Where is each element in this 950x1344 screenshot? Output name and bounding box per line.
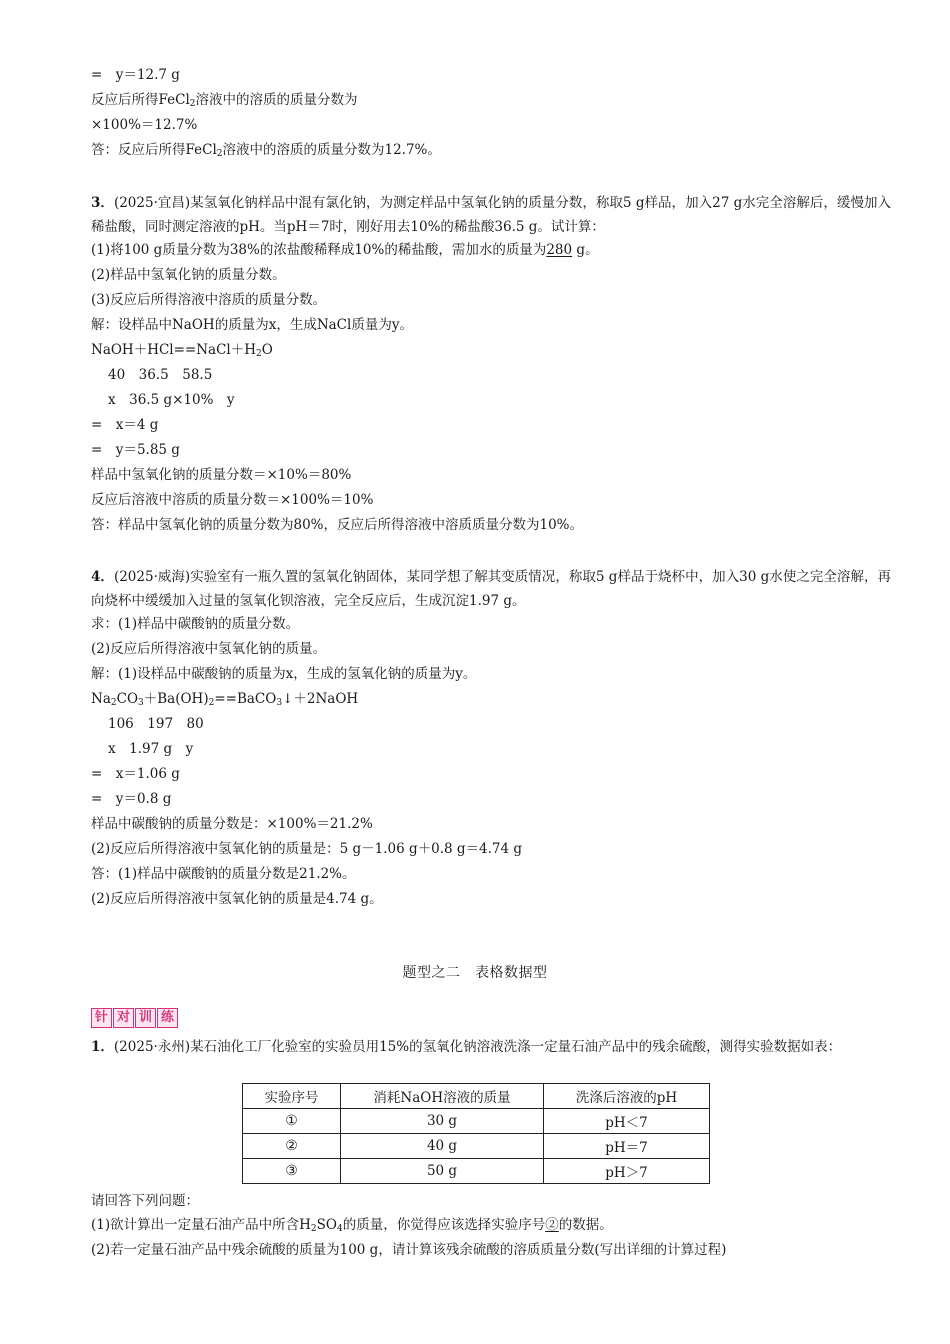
q3-quantities: x 36.5 g×10% y xyxy=(108,392,235,408)
section-title: 题型之二 表格数据型 xyxy=(402,965,548,981)
table-cell: 30 g xyxy=(341,1109,544,1134)
t1-number: 1． xyxy=(91,1039,114,1055)
table-header: 消耗NaOH溶液的质量 xyxy=(341,1084,544,1109)
q4-stem: 4．(2025·威海)实验室有一瓶久置的氢氧化钠固体，某同学想了解其变质情况，称取5 g样品于烧杯中，加入30 g水使之完全溶解，再向烧杯中缓缓加入过量的氢氧化钡溶液，完全反应后，生成沉淀1.97 g。 xyxy=(91,569,891,609)
q3-number: 3． xyxy=(91,195,114,211)
q3-answer: 答：样品中氢氧化钠的质量分数为80%，反应后所得溶液中溶质质量分数为10%。 xyxy=(91,517,584,533)
block1-answer: 答：反应后所得FeCl$_2$溶液中的溶质的质量分数为12.7%。 xyxy=(91,142,441,159)
t1-part1-answer: ② xyxy=(545,1217,559,1233)
q4-requirement-1: 求：(1)样品中碳酸钠的质量分数。 xyxy=(91,616,300,632)
q4-molar-masses: 106 197 80 xyxy=(108,716,204,732)
badge-char-3: 训 xyxy=(135,1008,156,1028)
q4-na2co3-fraction: 样品中碳酸钠的质量分数是：×100%＝21.2% xyxy=(91,816,373,832)
q3-naoh-fraction: 样品中氢氧化钠的质量分数＝×10%＝80% xyxy=(91,467,352,483)
t1-part1: (1)欲计算出一定量石油产品中所含$H_2SO_4$的质量，你觉得应该选择实验序号②的数据。 xyxy=(91,1217,613,1234)
q3-result-x: = x＝4 g xyxy=(91,417,159,433)
table-cell: ② xyxy=(243,1134,341,1159)
table-row xyxy=(243,1134,710,1159)
q4-solution-intro: 解：(1)设样品中碳酸钠的质量为x，生成的氢氧化钠的质量为y。 xyxy=(91,666,477,682)
q3-equation: $NaOH+HCl==NaCl+H_2O$ xyxy=(91,342,273,359)
table-row xyxy=(243,1159,710,1184)
q3-solute-fraction: 反应后溶液中溶质的质量分数＝×100%＝10% xyxy=(91,492,374,508)
q3-molar-masses: 40 36.5 58.5 xyxy=(108,367,213,383)
table-cell: 40 g xyxy=(341,1134,544,1159)
q3-part1-answer: 280 xyxy=(546,242,573,258)
q3-part1: (1)将100 g质量分数为38%的浓盐酸稀释成10%的稀盐酸，需加水的质量为280 g。 xyxy=(91,242,599,258)
fecl2-fraction-label: 反应后所得FeCl$_2$溶液中的溶质的质量分数为 xyxy=(91,92,358,109)
q4-requirement-2: (2)反应后所得溶液中氢氧化钠的质量。 xyxy=(91,641,327,657)
t1-ask: 请回答下列问题： xyxy=(91,1193,199,1209)
result-line-y: = y＝12.7 g xyxy=(91,67,180,83)
q4-number: 4． xyxy=(91,569,114,585)
q4-naoh-mass: (2)反应后所得溶液中氢氧化钠的质量是：5 g－1.06 g＋0.8 g＝4.74 g xyxy=(91,841,523,857)
badge-char-1: 针 xyxy=(91,1008,112,1028)
badge-char-4: 练 xyxy=(157,1008,178,1028)
q4-quantities: x 1.97 g y xyxy=(108,741,194,757)
badge-char-2: 对 xyxy=(113,1008,134,1028)
practice-badge xyxy=(91,1008,178,1028)
table-header-row xyxy=(243,1084,710,1109)
experiment-table xyxy=(242,1083,710,1184)
table-row xyxy=(243,1109,710,1134)
q4-result-y: = y＝0.8 g xyxy=(91,791,172,807)
q3-part3: (3)反应后所得溶液中溶质的质量分数。 xyxy=(91,292,327,308)
table-header: 洗涤后溶液的pH xyxy=(544,1084,710,1109)
fecl2-fraction-result: ×100%＝12.7% xyxy=(91,117,198,133)
table-cell: 50 g xyxy=(341,1159,544,1184)
q4-equation: $Na_2CO_3+Ba(OH)_2==BaCO_3↓+2NaOH$ xyxy=(91,691,359,708)
q3-solution-intro: 解：设样品中NaOH的质量为x，生成NaCl质量为y。 xyxy=(91,317,413,333)
table-cell: ③ xyxy=(243,1159,341,1184)
t1-part2: (2)若一定量石油产品中残余硫酸的质量为100 g，请计算该残余硫酸的溶质质量分数(写出详细的计算过程) xyxy=(91,1242,727,1258)
table-cell: pH＞7 xyxy=(544,1159,710,1184)
q3-stem: 3．(2025·宜昌)某氢氧化钠样品中混有氯化钠，为测定样品中氢氧化钠的质量分数，称取5 g样品，加入27 g水完全溶解后，缓慢加入稀盐酸，同时测定溶液的pH。当pH＝7时，刚好用去10%的稀盐酸36.5 g。试计算： xyxy=(91,195,891,235)
table-header: 实验序号 xyxy=(243,1084,341,1109)
q3-result-y: = y＝5.85 g xyxy=(91,442,180,458)
q4-result-x: = x＝1.06 g xyxy=(91,766,180,782)
t1-stem: 1．(2025·永州)某石油化工厂化验室的实验员用15%的氢氧化钠溶液洗涤一定量石油产品中的残余硫酸，测得实验数据如表： xyxy=(91,1039,842,1055)
table-cell: pH＜7 xyxy=(544,1109,710,1134)
q4-answer-1: 答：(1)样品中碳酸钠的质量分数是21.2%。 xyxy=(91,866,356,882)
table-cell: pH＝7 xyxy=(544,1134,710,1159)
q3-part2: (2)样品中氢氧化钠的质量分数。 xyxy=(91,267,286,283)
table-cell: ① xyxy=(243,1109,341,1134)
q4-answer-2: (2)反应后所得溶液中氢氧化钠的质量是4.74 g。 xyxy=(91,891,383,907)
